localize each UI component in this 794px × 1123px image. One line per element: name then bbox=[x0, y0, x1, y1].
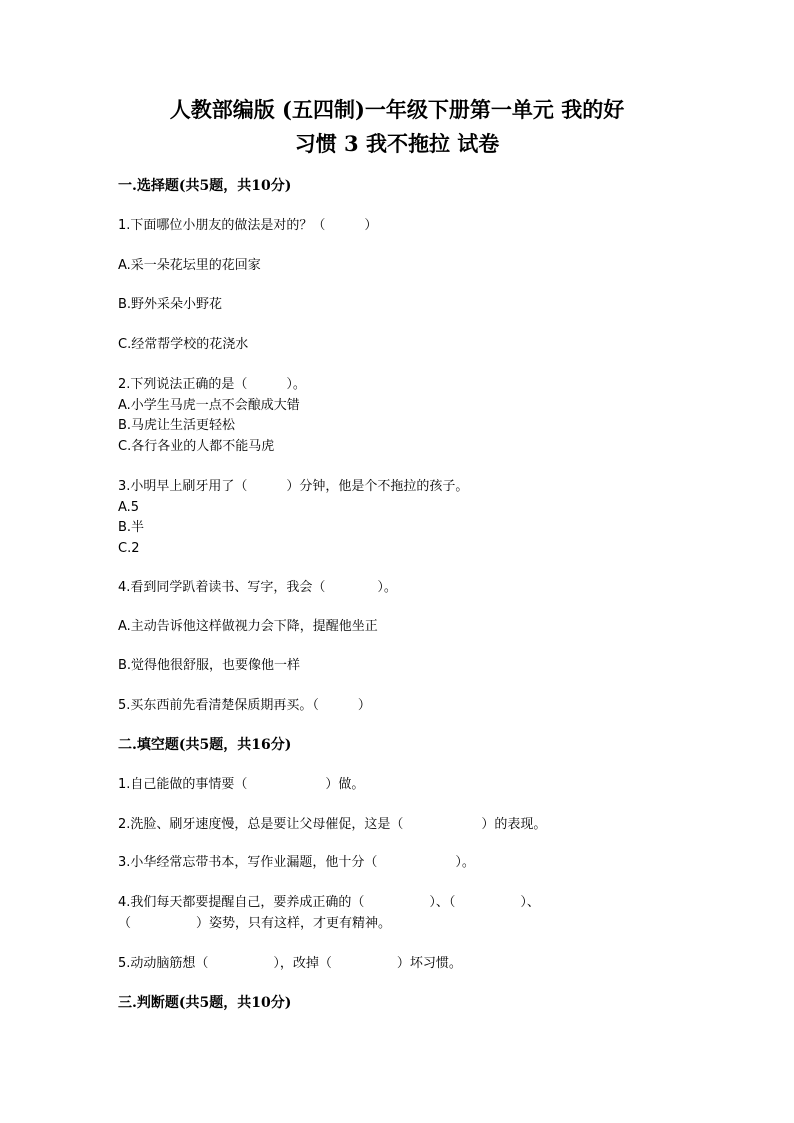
question-stem: 4.看到同学趴着读书、写字，我会（ ）。 bbox=[118, 580, 397, 595]
question-option: B.半 bbox=[118, 520, 145, 535]
question-stem: 5.买东西前先看清楚保质期再买。（ ） bbox=[118, 698, 371, 713]
question-option: B.觉得他很舒服，也要像他一样 bbox=[118, 658, 301, 673]
question-stem: 2.下列说法正确的是（ ）。 bbox=[118, 377, 306, 392]
question-option: C.经常帮学校的花浇水 bbox=[118, 337, 249, 352]
section-heading-fill: 二.填空题(共5题，共16分) bbox=[118, 737, 292, 753]
question-option: A.5 bbox=[118, 500, 140, 515]
question-option: B.马虎让生活更轻松 bbox=[118, 418, 236, 433]
question-stem: 1.自己能做的事情要（ ）做。 bbox=[118, 777, 365, 792]
question-option: C.各行各业的人都不能马虎 bbox=[118, 439, 275, 454]
question-stem: 3.小明早上刷牙用了（ ）分钟，他是个不拖拉的孩子。 bbox=[118, 479, 469, 494]
section-heading-judge: 三.判断题(共5题，共10分) bbox=[118, 995, 292, 1011]
question-stem: 5.动动脑筋想（ ），改掉（ ）坏习惯。 bbox=[118, 956, 462, 971]
question-stem: 3.小华经常忘带书本，写作业漏题，他十分（ ）。 bbox=[118, 855, 475, 870]
question-stem: 1.下面哪位小朋友的做法是对的？（ ） bbox=[118, 218, 378, 233]
question-stem-continuation: （ ）姿势，只有这样，才更有精神。 bbox=[118, 916, 392, 931]
exam-title-line-1: 人教部编版 (五四制)一年级下册第一单元 我的好 bbox=[169, 97, 625, 122]
question-option: A.主动告诉他这样做视力会下降，提醒他坐正 bbox=[118, 619, 378, 634]
question-option: A.采一朵花坛里的花回家 bbox=[118, 258, 261, 273]
question-stem: 4.我们每天都要提醒自己，要养成正确的（ ）、（ ）、 bbox=[118, 895, 540, 910]
question-option: B.野外采朵小野花 bbox=[118, 297, 223, 312]
section-heading-choice: 一.选择题(共5题，共10分) bbox=[118, 178, 292, 194]
question-option: C.2 bbox=[118, 541, 140, 556]
question-option: A.小学生马虎一点不会酿成大错 bbox=[118, 398, 300, 413]
exam-title-line-2: 习惯 3 我不拖拉 试卷 bbox=[294, 131, 500, 156]
question-stem: 2.洗脸、刷牙速度慢，总是要让父母催促，这是（ ）的表现。 bbox=[118, 817, 547, 832]
